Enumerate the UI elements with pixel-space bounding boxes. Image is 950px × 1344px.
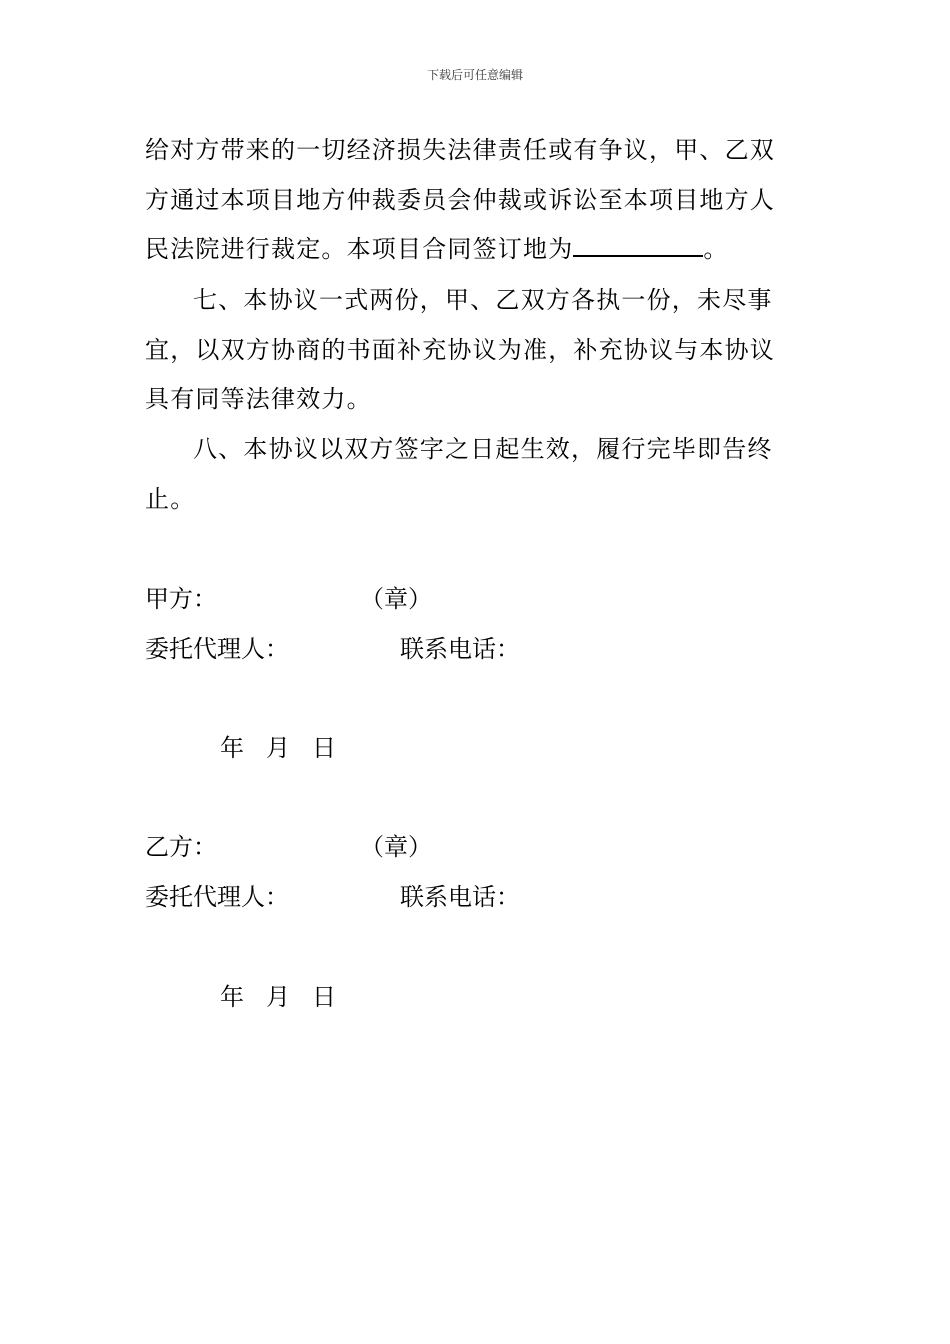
party-b-label: 乙方： xyxy=(145,833,217,861)
party-a-label: 甲方： xyxy=(145,585,217,613)
date-year: 年 xyxy=(220,734,244,762)
party-a-seal: （章） xyxy=(360,585,432,613)
party-a-phone-label: 联系电话： xyxy=(400,635,520,663)
page-header-note: 下载后可任意编辑 xyxy=(426,68,523,82)
clause-8-line: 止。 xyxy=(145,485,196,513)
party-a-agent-label: 委托代理人： xyxy=(145,635,289,663)
date-month: 月 xyxy=(266,734,290,762)
paragraph-text: 。 xyxy=(703,235,729,263)
paragraph-text: 民法院进行裁定。本项目合同签订地为 xyxy=(145,235,574,263)
signing-place-blank xyxy=(573,235,703,257)
date-day: 日 xyxy=(312,983,336,1011)
clause-8-line: 八、本协议以双方签字之日起生效，履行完毕即告终 xyxy=(193,435,773,463)
party-b-phone-label: 联系电话： xyxy=(400,883,520,911)
clause-7-line: 具有同等法律效力。 xyxy=(145,385,372,413)
paragraph-line: 方通过本项目地方仲裁委员会仲裁或诉讼至本项目地方人 xyxy=(145,186,775,214)
party-a-date xyxy=(220,731,336,765)
party-b-seal: （章） xyxy=(360,833,432,861)
paragraph-line: 给对方带来的一切经济损失法律责任或有争议，甲、乙双 xyxy=(145,136,775,164)
date-month: 月 xyxy=(266,983,290,1011)
clause-7-line: 宜，以双方协商的书面补充协议为准，补充协议与本协议 xyxy=(145,336,775,364)
party-b-agent-label: 委托代理人： xyxy=(145,883,289,911)
date-year: 年 xyxy=(220,983,244,1011)
date-day: 日 xyxy=(312,734,336,762)
clause-7-line: 七、本协议一式两份，甲、乙双方各执一份，未尽事 xyxy=(193,286,773,314)
paragraph-line-with-blank xyxy=(145,232,729,266)
party-b-date xyxy=(220,980,336,1014)
